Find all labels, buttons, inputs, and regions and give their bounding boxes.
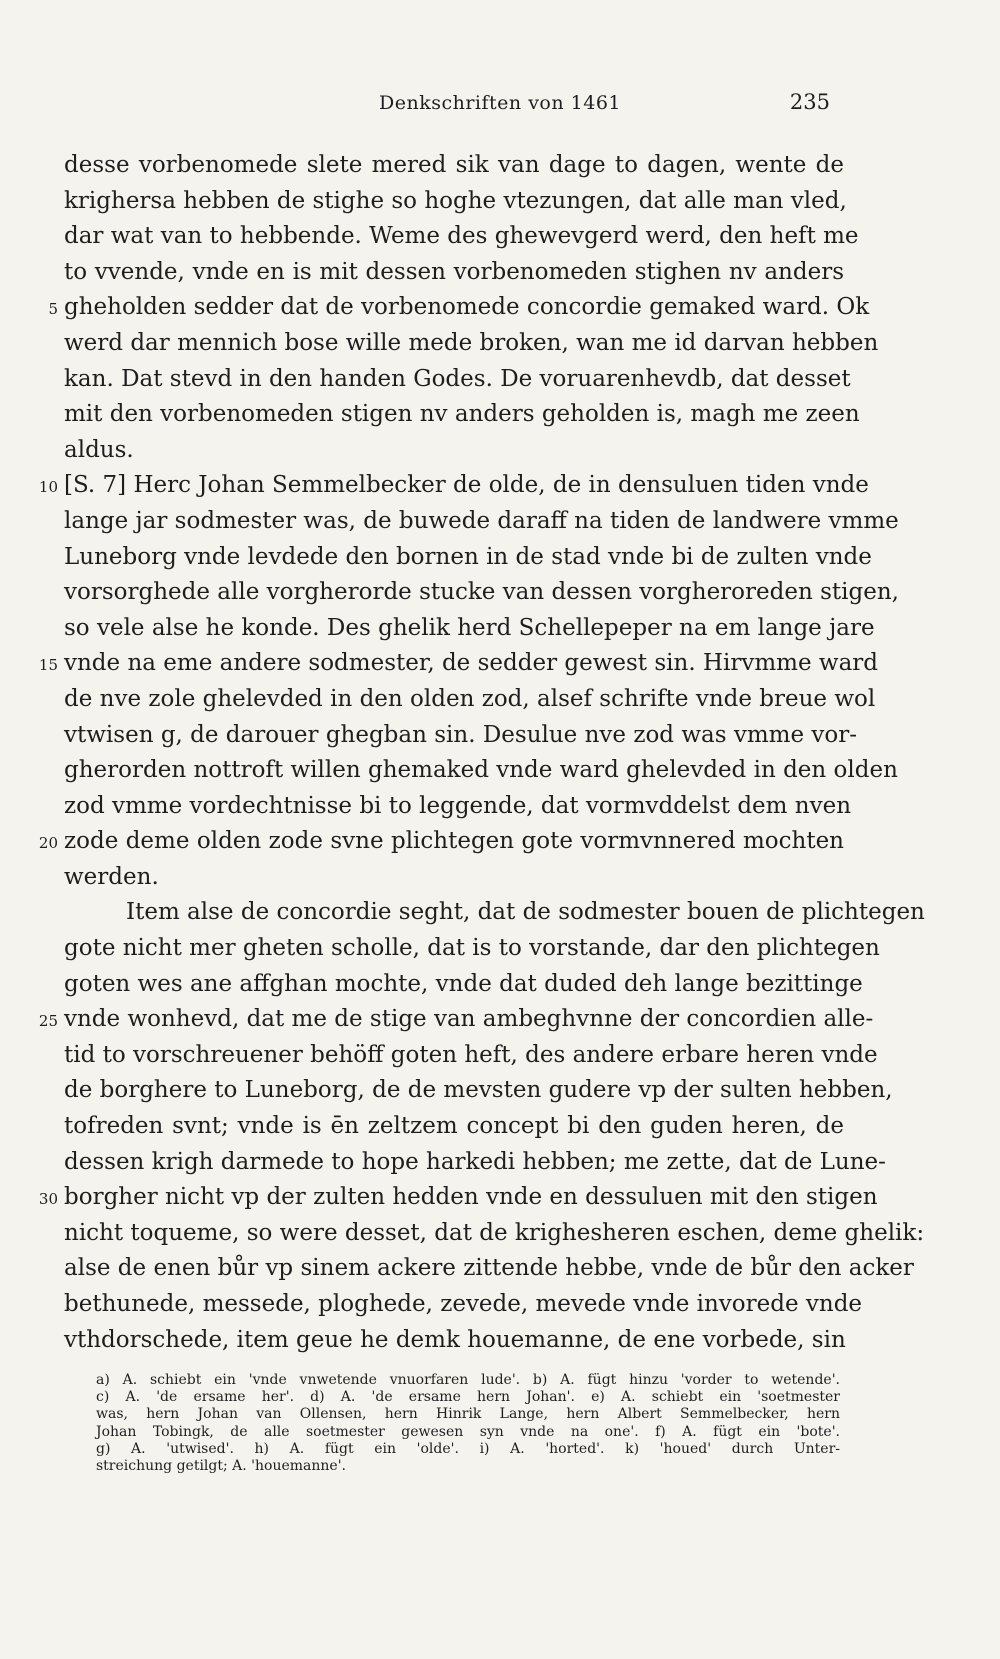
line-text: nicht toqueme, so were desset, dat de krighesheren eschen, deme ghelik:	[64, 1219, 925, 1246]
text-line	[64, 255, 844, 291]
line-text: dar wat van to hebbende. Weme des ghewevgerd werd, den heft me	[64, 223, 859, 250]
line-text: bethunede, messede, ploghede, zevede, mevede vnde invorede vnde	[64, 1291, 863, 1317]
line-number: 20	[38, 834, 58, 853]
line-text: tofreden svnt; vnde is ēn zeltzem concept bi den guden heren, de	[64, 1113, 844, 1140]
line-text: goten wes ane affghan mochte, vnde dat duded deh lange bezittinge	[64, 970, 863, 997]
text-line	[64, 718, 857, 754]
text-line	[64, 682, 876, 718]
text-line	[64, 1109, 844, 1145]
text-line	[64, 1073, 893, 1109]
text-line	[64, 148, 844, 184]
line-text: alse de enen bůr vp sinem ackere zittende hebbe, vnde de bůr den acker	[64, 1255, 914, 1282]
footnote-line: streichung getilgt; A. 'houemanne'.	[96, 1458, 346, 1475]
line-text: tid to vorschreuener behöff goten heft, des andere erbare heren vnde	[64, 1041, 878, 1068]
line-text: [S. 7] Herc Johan Semmelbecker de olde, de in densuluen tiden vnde	[64, 472, 869, 499]
text-line	[64, 1251, 914, 1287]
line-text: zod vmme vordechtnisse bi to leggende, dat vormvddelst dem nven	[64, 792, 852, 819]
line-text: aldus.	[64, 436, 134, 463]
line-text: lange jar sodmester was, de buwede daraff na tiden de landwere vmme	[64, 507, 899, 534]
text-line	[64, 433, 844, 469]
text-line	[64, 789, 852, 825]
line-text: so vele alse he konde. Des ghelik herd Schellepeper na em lange jare	[64, 614, 875, 641]
line-text: de nve zole ghelevded in den olden zod, alsef schrifte vnde breue wol	[64, 685, 876, 712]
line-text: Item alse de concordie seght, dat de sodmester bouen de plichtegen	[126, 899, 925, 926]
text-line	[64, 184, 847, 220]
line-text: vnde wonhevd, dat me de stige van ambeghvnne der concordien alle-	[64, 1006, 874, 1033]
main-text-block	[38, 148, 925, 1358]
footnote-line: c) A. 'de ersame her'. d) A. 'de ersame hern Johan'. e) A. schiebt ein 'soetmester	[96, 1389, 840, 1406]
text-line	[64, 1287, 863, 1323]
text-line	[64, 1216, 925, 1252]
text-line	[64, 753, 898, 789]
line-number: 25	[38, 1012, 58, 1031]
line-text: Luneborg vnde levdede den bornen in de stad vnde bi de zulten vnde	[64, 543, 872, 570]
text-line	[38, 468, 869, 504]
line-text: werd dar mennich bose wille mede broken, wan me id darvan hebben	[64, 329, 879, 356]
text-line	[38, 646, 879, 682]
line-number: 10	[38, 478, 58, 497]
text-line	[64, 219, 859, 255]
text-line	[64, 362, 851, 398]
line-text: dessen krigh darmede to hope harkedi hebben; me zette, dat de Lune-	[64, 1148, 886, 1175]
text-line	[64, 895, 925, 931]
line-text: borgher nicht vp der zulten hedden vnde en dessuluen mit den stigen	[64, 1184, 878, 1211]
text-line	[64, 326, 879, 362]
text-line	[64, 575, 899, 611]
text-line	[64, 611, 875, 647]
text-line	[64, 540, 872, 576]
text-line	[38, 1002, 874, 1038]
line-text: vorsorghede alle vorgherorde stucke van dessen vorgheroreden stigen,	[64, 579, 899, 606]
text-line	[64, 1145, 886, 1181]
text-line	[48, 290, 870, 326]
text-line	[64, 504, 899, 540]
text-line	[64, 1038, 878, 1074]
line-number: 30	[38, 1190, 58, 1209]
line-text: vthdorschede, item geue he demk houemanne, de ene vorbede, sin	[64, 1326, 846, 1353]
line-number: 15	[38, 656, 58, 675]
line-text: vtwisen g, de darouer ghegban sin. Desulue nve zod was vmme vor-	[64, 721, 857, 748]
line-text: gherorden nottroft willen ghemaked vnde ward ghelevded in den olden	[64, 757, 898, 784]
line-text: werden.	[64, 863, 159, 890]
text-line	[64, 967, 863, 1003]
text-line	[64, 931, 880, 967]
line-text: kan. Dat stevd in den handen Godes. De voruarenhevdb, dat desset	[64, 365, 851, 392]
line-text: desse vorbenomede slete mered sik van dage to dagen, wente de	[64, 152, 844, 178]
text-line	[64, 1323, 844, 1359]
line-number: 5	[48, 300, 58, 319]
footnote-line: a) A. schiebt ein 'vnde vnwetende vnuorfaren lude'. b) A. fügt hinzu 'vorder to wetende'.	[96, 1372, 840, 1388]
footnote-line: Johan Tobingk, de alle soetmester gewesen syn vnde na one'. f) A. fügt ein 'bote'.	[96, 1423, 840, 1440]
text-line	[38, 824, 844, 860]
text-line	[64, 860, 844, 896]
line-text: zode deme olden zode svne plichtegen gote vormvnnered mochten	[64, 828, 844, 855]
line-text: gote nicht mer gheten scholle, dat is to vorstande, dar den plichtegen	[64, 935, 880, 962]
line-text: mit den vorbenomeden stigen nv anders geholden is, magh me zeen	[64, 401, 860, 428]
footnotes-block	[96, 1372, 840, 1475]
page-header	[0, 88, 1000, 124]
page-number: 235	[789, 90, 830, 114]
line-text: de borghere to Luneborg, de de mevsten gudere vp der sulten hebben,	[64, 1077, 893, 1104]
running-title: Denkschriften von 1461	[378, 92, 621, 114]
line-text: gheholden sedder dat de vorbenomede concordie gemaked ward. Ok	[64, 294, 870, 321]
line-text: vnde na eme andere sodmester, de sedder gewest sin. Hirvmme ward	[64, 650, 879, 677]
line-text: to vvende, vnde en is mit dessen vorbenomeden stighen nv anders	[64, 258, 844, 285]
footnote-line: was, hern Johan van Ollensen, hern Hinrik Lange, hern Albert Semmelbecker, hern	[96, 1406, 840, 1423]
line-text: krighersa hebben de stighe so hoghe vtezungen, dat alle man vled,	[64, 187, 847, 214]
text-line	[64, 397, 860, 433]
footnote-line: g) A. 'utwised'. h) A. fügt ein 'olde'. i) A. 'horted'. k) 'houed' durch Unter-	[96, 1440, 840, 1457]
text-line	[38, 1180, 878, 1216]
